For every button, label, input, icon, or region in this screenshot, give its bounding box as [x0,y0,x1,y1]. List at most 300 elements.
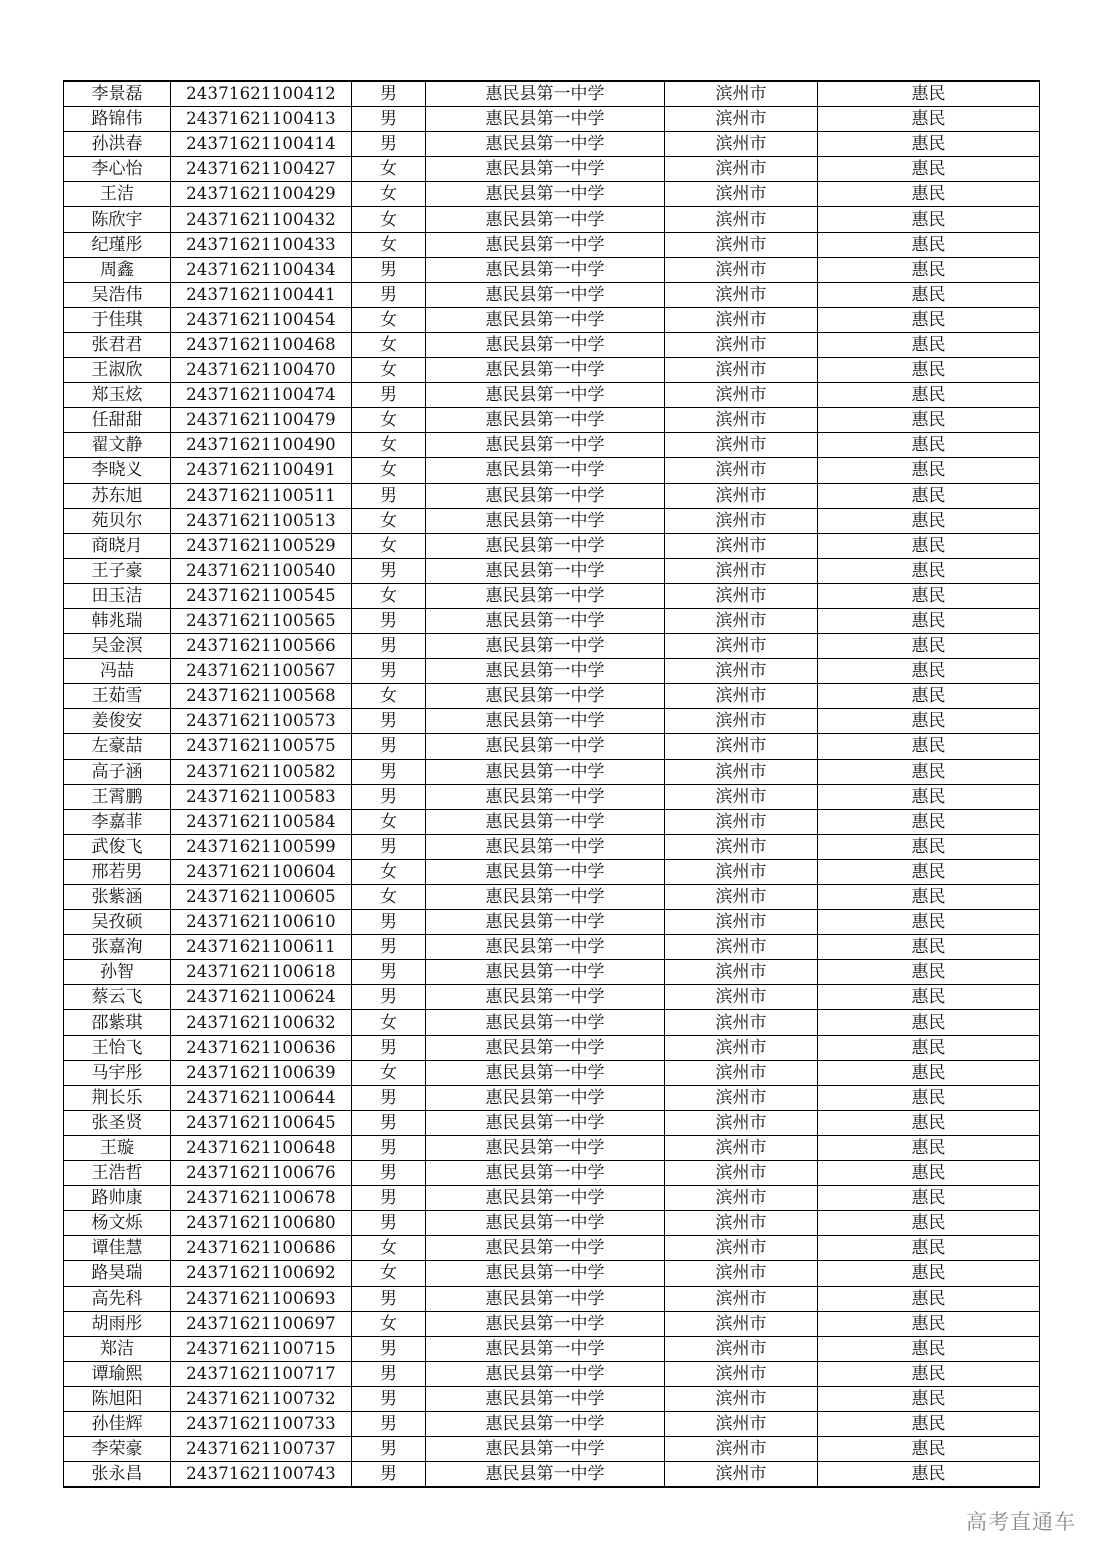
table-row [64,1236,1040,1261]
student-name-cell: 高子涵 [64,759,171,784]
exam-number-cell: 24371621100697 [171,1311,352,1336]
exam-number-cell: 24371621100611 [171,935,352,960]
table-row [64,583,1040,608]
student-roster-table [63,80,1040,1488]
exam-number-cell: 24371621100599 [171,834,352,859]
student-name-cell: 吴孜硕 [64,910,171,935]
table-row [64,608,1040,633]
gender-cell: 女 [352,182,426,207]
exam-number-cell: 24371621100610 [171,910,352,935]
student-name-cell: 杨文烁 [64,1211,171,1236]
student-name-cell: 任甜甜 [64,408,171,433]
table-row [64,1161,1040,1186]
school-cell: 惠民县第一中学 [426,558,665,583]
city-cell: 滨州市 [665,634,818,659]
county-cell: 惠民 [818,207,1040,232]
city-cell: 滨州市 [665,1437,818,1462]
exam-number-cell: 24371621100441 [171,282,352,307]
county-cell: 惠民 [818,1311,1040,1336]
exam-number-cell: 24371621100491 [171,458,352,483]
student-name-cell: 王子豪 [64,558,171,583]
gender-cell: 女 [352,232,426,257]
county-cell: 惠民 [818,332,1040,357]
gender-cell: 男 [352,1462,426,1488]
table-row [64,634,1040,659]
gender-cell: 女 [352,684,426,709]
county-cell: 惠民 [818,1035,1040,1060]
city-cell: 滨州市 [665,1411,818,1436]
city-cell: 滨州市 [665,1286,818,1311]
student-name-cell: 李晓义 [64,458,171,483]
city-cell: 滨州市 [665,1161,818,1186]
gender-cell: 女 [352,433,426,458]
school-cell: 惠民县第一中学 [426,232,665,257]
table-row [64,282,1040,307]
student-name-cell: 张紫涵 [64,885,171,910]
table-row [64,1261,1040,1286]
student-name-cell: 张嘉洵 [64,935,171,960]
student-name-cell: 蔡云飞 [64,985,171,1010]
city-cell: 滨州市 [665,834,818,859]
student-name-cell: 王洁 [64,182,171,207]
gender-cell: 女 [352,332,426,357]
table-row [64,257,1040,282]
exam-number-cell: 24371621100604 [171,859,352,884]
county-cell: 惠民 [818,408,1040,433]
school-cell: 惠民县第一中学 [426,157,665,182]
school-cell: 惠民县第一中学 [426,834,665,859]
city-cell: 滨州市 [665,81,818,107]
county-cell: 惠民 [818,132,1040,157]
county-cell: 惠民 [818,709,1040,734]
gender-cell: 男 [352,709,426,734]
exam-number-cell: 24371621100582 [171,759,352,784]
school-cell: 惠民县第一中学 [426,634,665,659]
city-cell: 滨州市 [665,257,818,282]
exam-number-cell: 24371621100632 [171,1010,352,1035]
city-cell: 滨州市 [665,960,818,985]
county-cell: 惠民 [818,885,1040,910]
table-row [64,910,1040,935]
exam-number-cell: 24371621100490 [171,433,352,458]
exam-number-cell: 24371621100565 [171,608,352,633]
county-cell: 惠民 [818,1110,1040,1135]
city-cell: 滨州市 [665,985,818,1010]
table-row [64,809,1040,834]
table-row [64,307,1040,332]
county-cell: 惠民 [818,960,1040,985]
watermark-text: 高考直通车 [966,1510,1076,1534]
gender-cell: 男 [352,132,426,157]
county-cell: 惠民 [818,1437,1040,1462]
gender-cell: 女 [352,1311,426,1336]
county-cell: 惠民 [818,81,1040,107]
school-cell: 惠民县第一中学 [426,809,665,834]
roster-body [64,81,1040,1487]
student-name-cell: 于佳琪 [64,307,171,332]
gender-cell: 女 [352,885,426,910]
gender-cell: 女 [352,307,426,332]
table-row [64,1462,1040,1488]
school-cell: 惠民县第一中学 [426,659,665,684]
school-cell: 惠民县第一中学 [426,1186,665,1211]
school-cell: 惠民县第一中学 [426,1286,665,1311]
gender-cell: 男 [352,784,426,809]
city-cell: 滨州市 [665,508,818,533]
gender-cell: 女 [352,809,426,834]
table-row [64,558,1040,583]
gender-cell: 女 [352,1010,426,1035]
table-row [64,1437,1040,1462]
exam-number-cell: 24371621100575 [171,734,352,759]
exam-number-cell: 24371621100432 [171,207,352,232]
county-cell: 惠民 [818,157,1040,182]
school-cell: 惠民县第一中学 [426,508,665,533]
county-cell: 惠民 [818,307,1040,332]
table-row [64,508,1040,533]
city-cell: 滨州市 [665,910,818,935]
student-name-cell: 郑玉炫 [64,383,171,408]
student-name-cell: 周鑫 [64,257,171,282]
student-name-cell: 高先科 [64,1286,171,1311]
exam-number-cell: 24371621100676 [171,1161,352,1186]
table-row [64,1211,1040,1236]
county-cell: 惠民 [818,1261,1040,1286]
county-cell: 惠民 [818,985,1040,1010]
gender-cell: 男 [352,1186,426,1211]
school-cell: 惠民县第一中学 [426,608,665,633]
student-name-cell: 商晓月 [64,533,171,558]
school-cell: 惠民县第一中学 [426,1085,665,1110]
school-cell: 惠民县第一中学 [426,583,665,608]
student-name-cell: 马宇彤 [64,1060,171,1085]
gender-cell: 女 [352,508,426,533]
city-cell: 滨州市 [665,759,818,784]
city-cell: 滨州市 [665,132,818,157]
student-name-cell: 王霄鹏 [64,784,171,809]
county-cell: 惠民 [818,1085,1040,1110]
school-cell: 惠民县第一中学 [426,1236,665,1261]
table-row [64,1311,1040,1336]
county-cell: 惠民 [818,1060,1040,1085]
school-cell: 惠民县第一中学 [426,1437,665,1462]
city-cell: 滨州市 [665,1186,818,1211]
gender-cell: 女 [352,1261,426,1286]
exam-number-cell: 24371621100645 [171,1110,352,1135]
student-name-cell: 路帅康 [64,1186,171,1211]
city-cell: 滨州市 [665,1110,818,1135]
gender-cell: 男 [352,910,426,935]
student-name-cell: 韩兆瑞 [64,608,171,633]
county-cell: 惠民 [818,508,1040,533]
school-cell: 惠民县第一中学 [426,282,665,307]
county-cell: 惠民 [818,634,1040,659]
table-row [64,1085,1040,1110]
table-row [64,1035,1040,1060]
table-row [64,834,1040,859]
student-name-cell: 孙智 [64,960,171,985]
school-cell: 惠民县第一中学 [426,1110,665,1135]
exam-number-cell: 24371621100680 [171,1211,352,1236]
table-row [64,533,1040,558]
school-cell: 惠民县第一中学 [426,784,665,809]
school-cell: 惠民县第一中学 [426,1361,665,1386]
exam-number-cell: 24371621100743 [171,1462,352,1488]
student-name-cell: 荆长乐 [64,1085,171,1110]
gender-cell: 男 [352,483,426,508]
exam-number-cell: 24371621100427 [171,157,352,182]
gender-cell: 男 [352,734,426,759]
exam-number-cell: 24371621100648 [171,1135,352,1160]
city-cell: 滨州市 [665,1060,818,1085]
gender-cell: 男 [352,1336,426,1361]
school-cell: 惠民县第一中学 [426,107,665,132]
student-name-cell: 王茹雪 [64,684,171,709]
gender-cell: 男 [352,1361,426,1386]
city-cell: 滨州市 [665,207,818,232]
table-row [64,734,1040,759]
school-cell: 惠民县第一中学 [426,182,665,207]
school-cell: 惠民县第一中学 [426,985,665,1010]
table-row [64,1186,1040,1211]
city-cell: 滨州市 [665,784,818,809]
gender-cell: 男 [352,985,426,1010]
student-name-cell: 郑洁 [64,1336,171,1361]
table-row [64,659,1040,684]
exam-number-cell: 24371621100686 [171,1236,352,1261]
school-cell: 惠民县第一中学 [426,910,665,935]
county-cell: 惠民 [818,232,1040,257]
city-cell: 滨州市 [665,307,818,332]
county-cell: 惠民 [818,759,1040,784]
student-name-cell: 李心怡 [64,157,171,182]
city-cell: 滨州市 [665,533,818,558]
student-name-cell: 王淑欣 [64,358,171,383]
student-name-cell: 孙洪春 [64,132,171,157]
city-cell: 滨州市 [665,232,818,257]
exam-number-cell: 24371621100717 [171,1361,352,1386]
school-cell: 惠民县第一中学 [426,1035,665,1060]
student-name-cell: 王浩哲 [64,1161,171,1186]
city-cell: 滨州市 [665,558,818,583]
gender-cell: 男 [352,1110,426,1135]
exam-number-cell: 24371621100584 [171,809,352,834]
city-cell: 滨州市 [665,1211,818,1236]
gender-cell: 男 [352,1211,426,1236]
table-row [64,759,1040,784]
student-name-cell: 李嘉菲 [64,809,171,834]
exam-number-cell: 24371621100618 [171,960,352,985]
county-cell: 惠民 [818,1336,1040,1361]
exam-number-cell: 24371621100529 [171,533,352,558]
student-name-cell: 张永昌 [64,1462,171,1488]
gender-cell: 男 [352,107,426,132]
school-cell: 惠民县第一中学 [426,1211,665,1236]
exam-number-cell: 24371621100413 [171,107,352,132]
exam-number-cell: 24371621100636 [171,1035,352,1060]
county-cell: 惠民 [818,533,1040,558]
table-row [64,859,1040,884]
city-cell: 滨州市 [665,332,818,357]
city-cell: 滨州市 [665,107,818,132]
city-cell: 滨州市 [665,1085,818,1110]
gender-cell: 女 [352,583,426,608]
city-cell: 滨州市 [665,282,818,307]
student-name-cell: 吴金溟 [64,634,171,659]
exam-number-cell: 24371621100639 [171,1060,352,1085]
student-name-cell: 路昊瑞 [64,1261,171,1286]
table-row [64,433,1040,458]
school-cell: 惠民县第一中学 [426,859,665,884]
table-row [64,1135,1040,1160]
table-row [64,157,1040,182]
city-cell: 滨州市 [665,608,818,633]
city-cell: 滨州市 [665,1010,818,1035]
table-row [64,1411,1040,1436]
student-name-cell: 邵紫琪 [64,1010,171,1035]
gender-cell: 男 [352,1286,426,1311]
school-cell: 惠民县第一中学 [426,433,665,458]
county-cell: 惠民 [818,1361,1040,1386]
table-row [64,81,1040,107]
table-row [64,935,1040,960]
school-cell: 惠民县第一中学 [426,483,665,508]
city-cell: 滨州市 [665,408,818,433]
exam-number-cell: 24371621100513 [171,508,352,533]
gender-cell: 男 [352,558,426,583]
exam-number-cell: 24371621100540 [171,558,352,583]
gender-cell: 男 [352,960,426,985]
exam-number-cell: 24371621100454 [171,307,352,332]
table-row [64,207,1040,232]
school-cell: 惠民县第一中学 [426,759,665,784]
student-name-cell: 胡雨彤 [64,1311,171,1336]
city-cell: 滨州市 [665,659,818,684]
student-name-cell: 陈旭阳 [64,1386,171,1411]
table-row [64,358,1040,383]
student-name-cell: 苏东旭 [64,483,171,508]
school-cell: 惠民县第一中学 [426,81,665,107]
school-cell: 惠民县第一中学 [426,383,665,408]
county-cell: 惠民 [818,1135,1040,1160]
exam-number-cell: 24371621100605 [171,885,352,910]
exam-number-cell: 24371621100545 [171,583,352,608]
exam-number-cell: 24371621100693 [171,1286,352,1311]
table-row [64,885,1040,910]
city-cell: 滨州市 [665,1135,818,1160]
table-row [64,1361,1040,1386]
city-cell: 滨州市 [665,182,818,207]
gender-cell: 女 [352,533,426,558]
exam-number-cell: 24371621100715 [171,1336,352,1361]
county-cell: 惠民 [818,458,1040,483]
school-cell: 惠民县第一中学 [426,408,665,433]
county-cell: 惠民 [818,483,1040,508]
student-name-cell: 左豪喆 [64,734,171,759]
city-cell: 滨州市 [665,1386,818,1411]
city-cell: 滨州市 [665,885,818,910]
table-row [64,1336,1040,1361]
exam-number-cell: 24371621100429 [171,182,352,207]
student-name-cell: 陈欣宇 [64,207,171,232]
city-cell: 滨州市 [665,433,818,458]
school-cell: 惠民县第一中学 [426,1010,665,1035]
gender-cell: 女 [352,358,426,383]
county-cell: 惠民 [818,1411,1040,1436]
table-row [64,332,1040,357]
gender-cell: 男 [352,1085,426,1110]
exam-number-cell: 24371621100474 [171,383,352,408]
county-cell: 惠民 [818,1161,1040,1186]
county-cell: 惠民 [818,859,1040,884]
student-name-cell: 苑贝尔 [64,508,171,533]
table-row [64,232,1040,257]
city-cell: 滨州市 [665,1336,818,1361]
exam-number-cell: 24371621100583 [171,784,352,809]
student-name-cell: 李荣豪 [64,1437,171,1462]
gender-cell: 女 [352,157,426,182]
county-cell: 惠民 [818,1211,1040,1236]
gender-cell: 男 [352,1411,426,1436]
exam-number-cell: 24371621100433 [171,232,352,257]
school-cell: 惠民县第一中学 [426,533,665,558]
school-cell: 惠民县第一中学 [426,1261,665,1286]
school-cell: 惠民县第一中学 [426,1386,665,1411]
county-cell: 惠民 [818,784,1040,809]
exam-number-cell: 24371621100412 [171,81,352,107]
student-name-cell: 田玉洁 [64,583,171,608]
county-cell: 惠民 [818,1286,1040,1311]
gender-cell: 女 [352,859,426,884]
table-row [64,483,1040,508]
county-cell: 惠民 [818,608,1040,633]
city-cell: 滨州市 [665,383,818,408]
county-cell: 惠民 [818,834,1040,859]
school-cell: 惠民县第一中学 [426,734,665,759]
school-cell: 惠民县第一中学 [426,458,665,483]
gender-cell: 男 [352,759,426,784]
school-cell: 惠民县第一中学 [426,332,665,357]
student-name-cell: 姜俊安 [64,709,171,734]
exam-number-cell: 24371621100568 [171,684,352,709]
gender-cell: 男 [352,1386,426,1411]
school-cell: 惠民县第一中学 [426,1411,665,1436]
student-name-cell: 李景磊 [64,81,171,107]
city-cell: 滨州市 [665,709,818,734]
exam-number-cell: 24371621100732 [171,1386,352,1411]
city-cell: 滨州市 [665,157,818,182]
table-row [64,1386,1040,1411]
county-cell: 惠民 [818,809,1040,834]
table-row [64,383,1040,408]
city-cell: 滨州市 [665,935,818,960]
student-name-cell: 张君君 [64,332,171,357]
city-cell: 滨州市 [665,684,818,709]
table-row [64,985,1040,1010]
table-row [64,784,1040,809]
gender-cell: 男 [352,81,426,107]
gender-cell: 男 [352,1161,426,1186]
city-cell: 滨州市 [665,483,818,508]
table-row [64,107,1040,132]
city-cell: 滨州市 [665,809,818,834]
table-row [64,709,1040,734]
student-name-cell: 武俊飞 [64,834,171,859]
table-row [64,458,1040,483]
gender-cell: 女 [352,1060,426,1085]
city-cell: 滨州市 [665,734,818,759]
exam-number-cell: 24371621100692 [171,1261,352,1286]
